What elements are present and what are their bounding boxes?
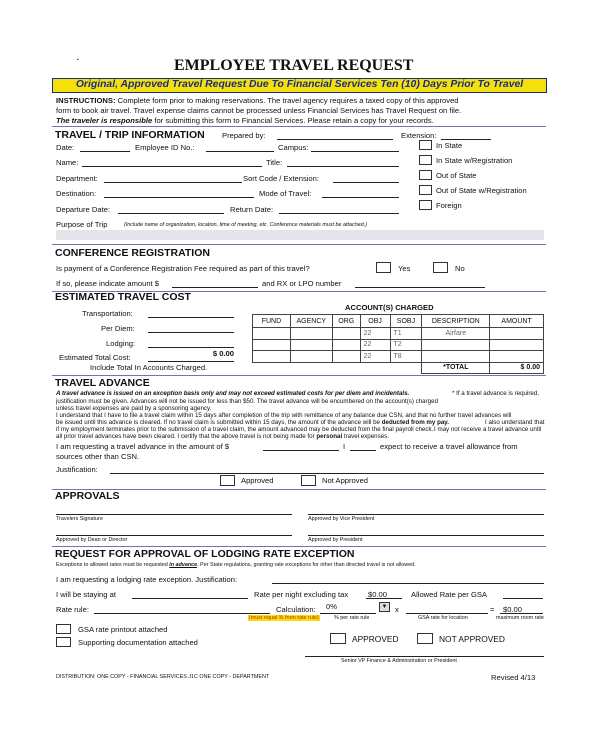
- trip-type-foreign-label: Foreign: [436, 201, 462, 210]
- gsa-printout-checkbox[interactable]: [56, 624, 71, 634]
- cell[interactable]: [422, 351, 490, 363]
- trip-heading: TRAVEL / TRIP INFORMATION: [55, 129, 205, 141]
- advance-heading: TRAVEL ADVANCE: [55, 377, 150, 389]
- cost-note: Include Total In Accounts Charged.: [90, 363, 208, 372]
- total-label: *TOTAL: [422, 362, 490, 374]
- destination-label: Destination:: [56, 189, 97, 198]
- allowed-rate-field[interactable]: [503, 598, 543, 599]
- chevron-down-icon[interactable]: ▼: [379, 602, 390, 612]
- gsa-rate-field[interactable]: [406, 613, 488, 614]
- title-field[interactable]: [287, 166, 399, 167]
- col-fund: FUND: [253, 315, 291, 328]
- advance-text-3: unless travel expenses are paid by a sponsoring agency.: [56, 405, 212, 412]
- supporting-docs-label: Supporting documentation attached: [78, 638, 198, 647]
- advance-amount-field[interactable]: [263, 450, 339, 451]
- conference-question: Is payment of a Conference Registration Fee required as part of this travel?: [56, 264, 310, 273]
- purpose-label: Purpose of Trip: [56, 220, 108, 229]
- advance-text-5: be issued until this advance is cleared. If no travel claim is submitted within 15 days, the amount of the advance will be: [56, 419, 380, 426]
- date-field[interactable]: [80, 151, 130, 152]
- cell[interactable]: [253, 328, 291, 340]
- cell[interactable]: [490, 339, 544, 351]
- pct-rule-label: % per rate rule: [334, 615, 370, 621]
- name-label: Name:: [56, 158, 79, 167]
- conference-no-label: No: [455, 264, 465, 273]
- deadline-banner-text: Original, Approved Travel Request Due To Financial Services Ten (10) Days Prior To Travel: [75, 79, 524, 90]
- cell[interactable]: [422, 339, 490, 351]
- cell[interactable]: [490, 328, 544, 340]
- transportation-label: Transportation:: [82, 309, 133, 318]
- instructions-text-1: Complete form prior to making reservations. The travel agency requires a taxed copy of this approved: [117, 96, 459, 105]
- multiply-sign: x: [395, 605, 399, 614]
- header-dot: ▪: [77, 57, 79, 63]
- campus-field[interactable]: [311, 151, 399, 152]
- allowed-rate-label: Allowed Rate per GSA: [411, 590, 487, 599]
- advance-justification-field[interactable]: [110, 473, 544, 474]
- cell[interactable]: [332, 339, 360, 351]
- lodging-not-approved-checkbox[interactable]: [417, 633, 433, 644]
- distribution-text: DISTRIBUTION: ONE COPY - FINANCIAL SERVICES J1C ONE COPY - DEPARTMENT: [56, 674, 270, 680]
- revised-text: Revised 4/13: [491, 673, 536, 682]
- advance-expect-label: expect to receive a travel allowance from: [380, 442, 518, 451]
- lodging-approved-label: APPROVED: [352, 634, 399, 644]
- lodging-label: Lodging:: [106, 339, 136, 348]
- departure-date-label: Departure Date:: [56, 205, 111, 214]
- mode-of-travel-label: Mode of Travel:: [259, 189, 312, 198]
- cell: T8: [390, 351, 422, 363]
- trip-type-out-state-checkbox[interactable]: [419, 170, 432, 180]
- instructions-text-2: form to book air travel. Travel expense claims cannot be processed unless Financial Services has Travel Request on file.: [56, 106, 462, 115]
- president-label: Approved by President: [308, 537, 363, 543]
- return-date-field[interactable]: [279, 213, 399, 214]
- conference-no-checkbox[interactable]: [433, 262, 448, 273]
- rate-per-night-label: Rate per night excluding tax: [254, 590, 349, 599]
- advance-sources-label: sources other than CSN.: [56, 452, 140, 461]
- staying-at-label: I will be staying at: [56, 590, 116, 599]
- advance-not-approved-checkbox[interactable]: [301, 475, 316, 486]
- col-obj: OBJ: [360, 315, 390, 328]
- cell: T1: [390, 328, 422, 340]
- department-label: Department:: [56, 174, 98, 183]
- advance-personal: personal: [316, 433, 343, 440]
- estimated-total-label: Estimated Total Cost:: [59, 353, 131, 362]
- advance-text-7c: travel expenses.: [342, 433, 389, 440]
- col-agency: AGENCY: [290, 315, 332, 328]
- maximum-room-rate-label: maximum room rate: [496, 615, 544, 621]
- lodging-justification-field[interactable]: [272, 583, 544, 584]
- advance-not-approved-label: Not Approved: [322, 476, 369, 485]
- advance-expect-field[interactable]: [350, 450, 376, 451]
- date-label: Date:: [56, 143, 75, 152]
- purpose-hint: (Include name of organization, location, time of meeting, etc. Conference materials must be attached.): [124, 222, 368, 228]
- prepared-by-field[interactable]: [277, 139, 393, 140]
- campus-label: Campus:: [278, 143, 309, 152]
- advance-request-label: I am requesting a travel advance in the amount of $: [56, 442, 230, 451]
- department-field[interactable]: [104, 182, 242, 183]
- gsa-location-label: GSA rate for location: [418, 615, 468, 621]
- cell: T2: [390, 339, 422, 351]
- total-amount: $ 0.00: [490, 362, 544, 374]
- mode-of-travel-field[interactable]: [322, 197, 399, 198]
- prepared-by-label: Prepared by:: [222, 131, 266, 140]
- allowed-result-value: $0.00: [503, 605, 523, 614]
- cell[interactable]: [290, 339, 332, 351]
- percent-value: 0%: [326, 602, 337, 611]
- dean-label: Approved by Dean or Director: [56, 537, 128, 543]
- cell: Airfare: [422, 328, 490, 340]
- table-row: [253, 328, 544, 340]
- employee-id-label: Employee ID No.:: [135, 143, 195, 152]
- per-diem-label: Per Diem:: [101, 324, 135, 333]
- trip-type-foreign-checkbox[interactable]: [419, 200, 432, 210]
- lodging-heading: REQUEST FOR APPROVAL OF LODGING RATE EXCEPTION: [55, 548, 355, 560]
- approvals-heading: APPROVALS: [55, 490, 120, 502]
- cell[interactable]: [253, 351, 291, 363]
- advance-deducted: deducted from my pay.: [381, 419, 450, 426]
- rate-rule-field[interactable]: [94, 613, 270, 614]
- lodging-exceptions-text: Exceptions to allowed rates must be requested: [56, 562, 170, 568]
- advance-justification-label: Justification:: [56, 465, 98, 474]
- travelers-signature-line[interactable]: [56, 514, 292, 515]
- employee-id-field[interactable]: [206, 151, 274, 152]
- president-line[interactable]: [308, 535, 544, 536]
- cell: 22: [360, 351, 390, 363]
- trip-type-out-state-label: Out of State: [436, 171, 477, 180]
- accounts-charged-title: ACCOUNT(S) CHARGED: [345, 303, 434, 312]
- advance-understand: I also understand that: [485, 419, 545, 426]
- advance-approved-checkbox[interactable]: [220, 475, 235, 486]
- per-diem-field[interactable]: [148, 332, 234, 333]
- conference-yes-checkbox[interactable]: [376, 262, 391, 273]
- lodging-field[interactable]: [148, 347, 234, 348]
- vice-president-label: Approved by Vice President: [308, 516, 375, 522]
- travelers-signature-label: Travelers Signature: [56, 516, 103, 522]
- cell[interactable]: [290, 351, 332, 363]
- sort-code-field[interactable]: [333, 182, 399, 183]
- trip-type-in-state-reg-label: In State w/Registration: [436, 156, 513, 165]
- instructions-label: INSTRUCTIONS:: [56, 96, 116, 105]
- cell[interactable]: [253, 339, 291, 351]
- advance-text-2: justification must be given. Advances will not be issued for less than $50. The travel advance will be encumbered on the account(s) charged: [56, 398, 439, 405]
- cell[interactable]: [290, 328, 332, 340]
- lodging-exceptions-text-2: . Per State regulations, granting rate exceptions for other than directed travel is not allowed.: [197, 562, 416, 568]
- senior-vp-label: Senior VP Finance & Administration or President: [341, 658, 457, 664]
- col-sobj: SOBJ: [390, 315, 422, 328]
- rate-rule-label: Rate rule:: [56, 605, 89, 614]
- conference-rx-label: and RX or LPO number: [262, 279, 342, 288]
- table-total-row: [253, 362, 544, 374]
- percent-select[interactable]: [320, 602, 390, 613]
- col-org: ORG: [332, 315, 360, 328]
- transportation-field[interactable]: [148, 317, 234, 318]
- conference-rx-field[interactable]: [355, 287, 485, 288]
- advance-text-7: all prior travel advances have been cleared. I certify that the above travel is not being made for: [56, 433, 317, 440]
- staying-at-field[interactable]: [132, 598, 248, 599]
- extension-field[interactable]: [441, 139, 491, 140]
- cell[interactable]: [332, 351, 360, 363]
- advance-text-6b: I may not receive a travel advance until: [434, 426, 542, 433]
- vice-president-line[interactable]: [308, 514, 544, 515]
- calculation-label: Calculation:: [276, 605, 316, 614]
- destination-field[interactable]: [104, 197, 254, 198]
- cost-heading: ESTIMATED TRAVEL COST: [55, 291, 191, 303]
- table-row: [253, 351, 544, 363]
- advance-approved-label: Approved: [241, 476, 274, 485]
- rate-per-night-field[interactable]: [366, 598, 402, 599]
- advance-required-note: * If a travel advance is required,: [452, 390, 540, 397]
- instructions-text-3: for submitting this form to Financial Services. Please retain a copy for your records.: [152, 116, 434, 125]
- conference-yes-label: Yes: [398, 264, 411, 273]
- trip-type-in-state-checkbox[interactable]: [419, 140, 432, 150]
- lodging-in-advance: in advance: [169, 562, 198, 568]
- advance-text-4: I understand that I have to file a travel claim within 15 days after completion of the trip with remittance of any balance due CSN, and that no further travel advances will: [56, 412, 512, 419]
- purpose-field[interactable]: [56, 230, 544, 240]
- trip-type-out-state-reg-checkbox[interactable]: [419, 185, 432, 195]
- rate-per-night-value: $0.00: [368, 590, 388, 599]
- lodging-request-label: I am requesting a lodging rate exception. Justification:: [56, 575, 238, 584]
- must-equal-note: (must equal % from rate rule): [249, 615, 319, 621]
- col-description: DESCRIPTION: [422, 315, 490, 328]
- cell[interactable]: [332, 328, 360, 340]
- lodging-approved-checkbox[interactable]: [330, 633, 346, 644]
- trip-type-out-state-reg-label: Out of State w/Registration: [436, 186, 527, 195]
- conference-heading: CONFERENCE REGISTRATION: [55, 247, 210, 259]
- dean-line[interactable]: [56, 535, 292, 536]
- trip-type-in-state-reg-checkbox[interactable]: [419, 155, 432, 165]
- senior-vp-signature-line[interactable]: [305, 656, 544, 657]
- return-date-label: Return Date:: [230, 205, 274, 214]
- conference-amount-label: If so, please indicate amount $: [56, 279, 160, 288]
- accounts-table: [252, 314, 544, 374]
- instructions-emphasis: The traveler is responsible: [56, 116, 153, 125]
- advance-text-6: if my employment terminates prior to the submission of a travel claim, the amount advanced may be deducted from the final payroll check.: [56, 426, 434, 433]
- trip-type-in-state-label: In State: [436, 141, 463, 150]
- cell: 22: [360, 328, 390, 340]
- title-label: Title:: [266, 158, 283, 167]
- cell: 22: [360, 339, 390, 351]
- gsa-printout-label: GSA rate printout attached: [78, 625, 168, 634]
- conference-amount-field[interactable]: [172, 287, 258, 288]
- name-field[interactable]: [82, 166, 262, 167]
- table-row: [253, 339, 544, 351]
- cell[interactable]: [490, 351, 544, 363]
- sort-code-label: Sort Code / Extension:: [243, 174, 319, 183]
- advance-rule: A travel advance is issued on an exception basis only and may not exceed estimated costs for per diem and incidentals.: [56, 390, 410, 397]
- estimated-total-value: $ 0.00: [212, 349, 234, 358]
- col-amount: AMOUNT: [490, 315, 544, 328]
- page-title: EMPLOYEE TRAVEL REQUEST: [174, 57, 414, 74]
- departure-date-field[interactable]: [118, 213, 224, 214]
- supporting-docs-checkbox[interactable]: [56, 637, 71, 647]
- lodging-not-approved-label: NOT APPROVED: [439, 634, 505, 644]
- accounts-header-row: [253, 315, 544, 328]
- extension-label: Extension:: [401, 131, 437, 140]
